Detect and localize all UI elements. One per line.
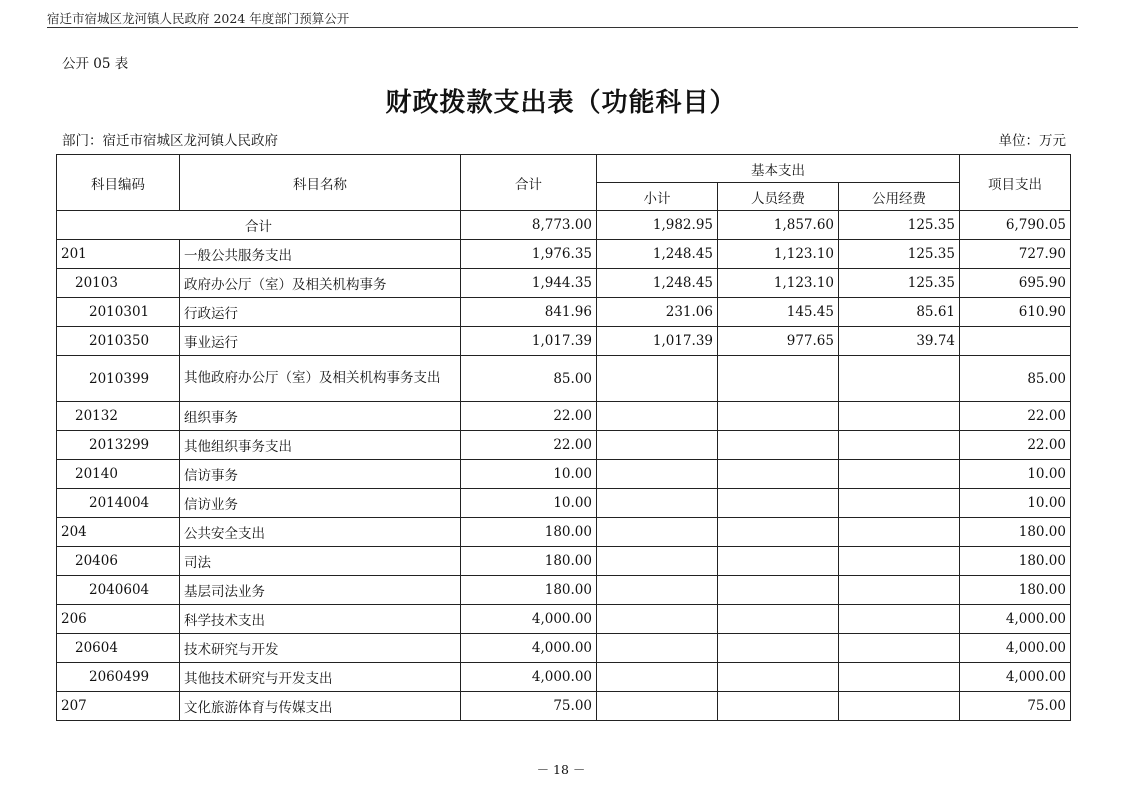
cell-name: 其他政府办公厅（室）及相关机构事务支出 — [180, 356, 461, 402]
cell-total: 180.00 — [461, 576, 597, 605]
cell-subtotal — [597, 547, 718, 576]
cell-code: 20132 — [57, 402, 180, 431]
table-row — [57, 518, 1071, 547]
table-row — [57, 402, 1071, 431]
cell-public — [839, 634, 960, 663]
cell-subtotal — [597, 356, 718, 402]
cell-total: 180.00 — [461, 518, 597, 547]
cell-total: 85.00 — [461, 356, 597, 402]
cell-project: 180.00 — [960, 547, 1071, 576]
cell-code: 2014004 — [57, 489, 180, 518]
cell-project: 4,000.00 — [960, 605, 1071, 634]
table-row — [57, 327, 1071, 356]
cell-name: 组织事务 — [180, 402, 461, 431]
cell-code: 20604 — [57, 634, 180, 663]
cell-code: 20140 — [57, 460, 180, 489]
cell-personnel — [718, 356, 839, 402]
cell-total: 75.00 — [461, 692, 597, 721]
cell-code: 2013299 — [57, 431, 180, 460]
cell-project: 180.00 — [960, 576, 1071, 605]
cell-subtotal: 1,017.39 — [597, 327, 718, 356]
total-label: 合计 — [57, 211, 461, 240]
header-basic: 基本支出 — [597, 155, 960, 183]
total-project: 6,790.05 — [960, 211, 1071, 240]
cell-personnel: 977.65 — [718, 327, 839, 356]
cell-public: 85.61 — [839, 298, 960, 327]
header-personnel: 人员经费 — [718, 183, 839, 211]
cell-subtotal: 1,248.45 — [597, 269, 718, 298]
table-row — [57, 489, 1071, 518]
cell-total: 10.00 — [461, 489, 597, 518]
cell-project: 75.00 — [960, 692, 1071, 721]
cell-name: 政府办公厅（室）及相关机构事务 — [180, 269, 461, 298]
total-public: 125.35 — [839, 211, 960, 240]
cell-personnel — [718, 489, 839, 518]
cell-personnel: 1,123.10 — [718, 240, 839, 269]
cell-public — [839, 402, 960, 431]
cell-public — [839, 489, 960, 518]
total-row — [57, 211, 1071, 240]
cell-name: 公共安全支出 — [180, 518, 461, 547]
table-row — [57, 692, 1071, 721]
cell-total: 4,000.00 — [461, 605, 597, 634]
cell-code: 207 — [57, 692, 180, 721]
cell-personnel — [718, 431, 839, 460]
cell-public: 125.35 — [839, 269, 960, 298]
cell-total: 4,000.00 — [461, 663, 597, 692]
cell-code: 204 — [57, 518, 180, 547]
cell-public — [839, 663, 960, 692]
cell-personnel — [718, 692, 839, 721]
cell-personnel — [718, 518, 839, 547]
cell-name: 基层司法业务 — [180, 576, 461, 605]
cell-name: 文化旅游体育与传媒支出 — [180, 692, 461, 721]
table-row — [57, 634, 1071, 663]
cell-project — [960, 327, 1071, 356]
unit-label: 单位：万元 — [998, 133, 1066, 149]
cell-subtotal: 1,248.45 — [597, 240, 718, 269]
cell-project: 85.00 — [960, 356, 1071, 402]
cell-code: 20406 — [57, 547, 180, 576]
cell-code: 2010399 — [57, 356, 180, 402]
cell-personnel: 1,123.10 — [718, 269, 839, 298]
cell-name: 技术研究与开发 — [180, 634, 461, 663]
cell-name: 事业运行 — [180, 327, 461, 356]
cell-public: 39.74 — [839, 327, 960, 356]
cell-personnel — [718, 547, 839, 576]
table-row — [57, 576, 1071, 605]
header-project: 项目支出 — [960, 155, 1071, 211]
total-personnel: 1,857.60 — [718, 211, 839, 240]
table-row — [57, 431, 1071, 460]
cell-project: 22.00 — [960, 402, 1071, 431]
table-row — [57, 269, 1071, 298]
running-header: 宿迁市宿城区龙河镇人民政府 2024 年度部门预算公开 — [47, 11, 350, 26]
cell-public — [839, 576, 960, 605]
cell-public — [839, 605, 960, 634]
form-number: 公开 05 表 — [62, 56, 129, 72]
cell-name: 行政运行 — [180, 298, 461, 327]
cell-public — [839, 431, 960, 460]
cell-total: 180.00 — [461, 547, 597, 576]
cell-name: 信访事务 — [180, 460, 461, 489]
header-total: 合计 — [461, 155, 597, 211]
cell-name: 一般公共服务支出 — [180, 240, 461, 269]
cell-public — [839, 692, 960, 721]
cell-subtotal — [597, 518, 718, 547]
cell-project: 695.90 — [960, 269, 1071, 298]
cell-total: 22.00 — [461, 402, 597, 431]
cell-project: 22.00 — [960, 431, 1071, 460]
cell-project: 727.90 — [960, 240, 1071, 269]
cell-public — [839, 547, 960, 576]
table-row — [57, 460, 1071, 489]
cell-code: 206 — [57, 605, 180, 634]
header-code: 科目编码 — [57, 155, 180, 211]
cell-subtotal — [597, 605, 718, 634]
cell-subtotal: 231.06 — [597, 298, 718, 327]
cell-name: 其他组织事务支出 — [180, 431, 461, 460]
cell-project: 10.00 — [960, 460, 1071, 489]
cell-project: 10.00 — [960, 489, 1071, 518]
cell-subtotal — [597, 489, 718, 518]
table-row — [57, 240, 1071, 269]
cell-subtotal — [597, 663, 718, 692]
header-public: 公用经费 — [839, 183, 960, 211]
cell-code: 2010350 — [57, 327, 180, 356]
department-label: 部门：宿迁市宿城区龙河镇人民政府 — [62, 133, 278, 149]
cell-personnel: 145.45 — [718, 298, 839, 327]
cell-project: 4,000.00 — [960, 663, 1071, 692]
cell-subtotal — [597, 692, 718, 721]
cell-name: 信访业务 — [180, 489, 461, 518]
cell-public — [839, 460, 960, 489]
total-total: 8,773.00 — [461, 211, 597, 240]
table-row — [57, 605, 1071, 634]
header-subtotal: 小计 — [597, 183, 718, 211]
table-row — [57, 356, 1071, 402]
cell-code: 20103 — [57, 269, 180, 298]
cell-code: 2060499 — [57, 663, 180, 692]
cell-personnel — [718, 605, 839, 634]
cell-personnel — [718, 663, 839, 692]
cell-subtotal — [597, 402, 718, 431]
page-title: 财政拨款支出表（功能科目） — [385, 88, 737, 118]
cell-total: 1,017.39 — [461, 327, 597, 356]
cell-code: 2040604 — [57, 576, 180, 605]
cell-total: 1,976.35 — [461, 240, 597, 269]
cell-total: 841.96 — [461, 298, 597, 327]
cell-total: 4,000.00 — [461, 634, 597, 663]
cell-subtotal — [597, 431, 718, 460]
total-subtotal: 1,982.95 — [597, 211, 718, 240]
cell-personnel — [718, 460, 839, 489]
cell-personnel — [718, 402, 839, 431]
cell-total: 10.00 — [461, 460, 597, 489]
cell-name: 其他技术研究与开发支出 — [180, 663, 461, 692]
table-row — [57, 298, 1071, 327]
cell-personnel — [718, 576, 839, 605]
header-rule — [47, 27, 1078, 28]
cell-total: 1,944.35 — [461, 269, 597, 298]
cell-name: 科学技术支出 — [180, 605, 461, 634]
cell-subtotal — [597, 460, 718, 489]
cell-subtotal — [597, 634, 718, 663]
page-number: － 18 － — [536, 762, 586, 777]
cell-subtotal — [597, 576, 718, 605]
cell-total: 22.00 — [461, 431, 597, 460]
table-row — [57, 547, 1071, 576]
table-row — [57, 663, 1071, 692]
header-name: 科目名称 — [180, 155, 461, 211]
cell-project: 610.90 — [960, 298, 1071, 327]
cell-code: 2010301 — [57, 298, 180, 327]
cell-public: 125.35 — [839, 240, 960, 269]
cell-project: 180.00 — [960, 518, 1071, 547]
budget-table — [56, 154, 1071, 721]
cell-public — [839, 356, 960, 402]
cell-personnel — [718, 634, 839, 663]
cell-name: 司法 — [180, 547, 461, 576]
cell-project: 4,000.00 — [960, 634, 1071, 663]
cell-code: 201 — [57, 240, 180, 269]
cell-public — [839, 518, 960, 547]
